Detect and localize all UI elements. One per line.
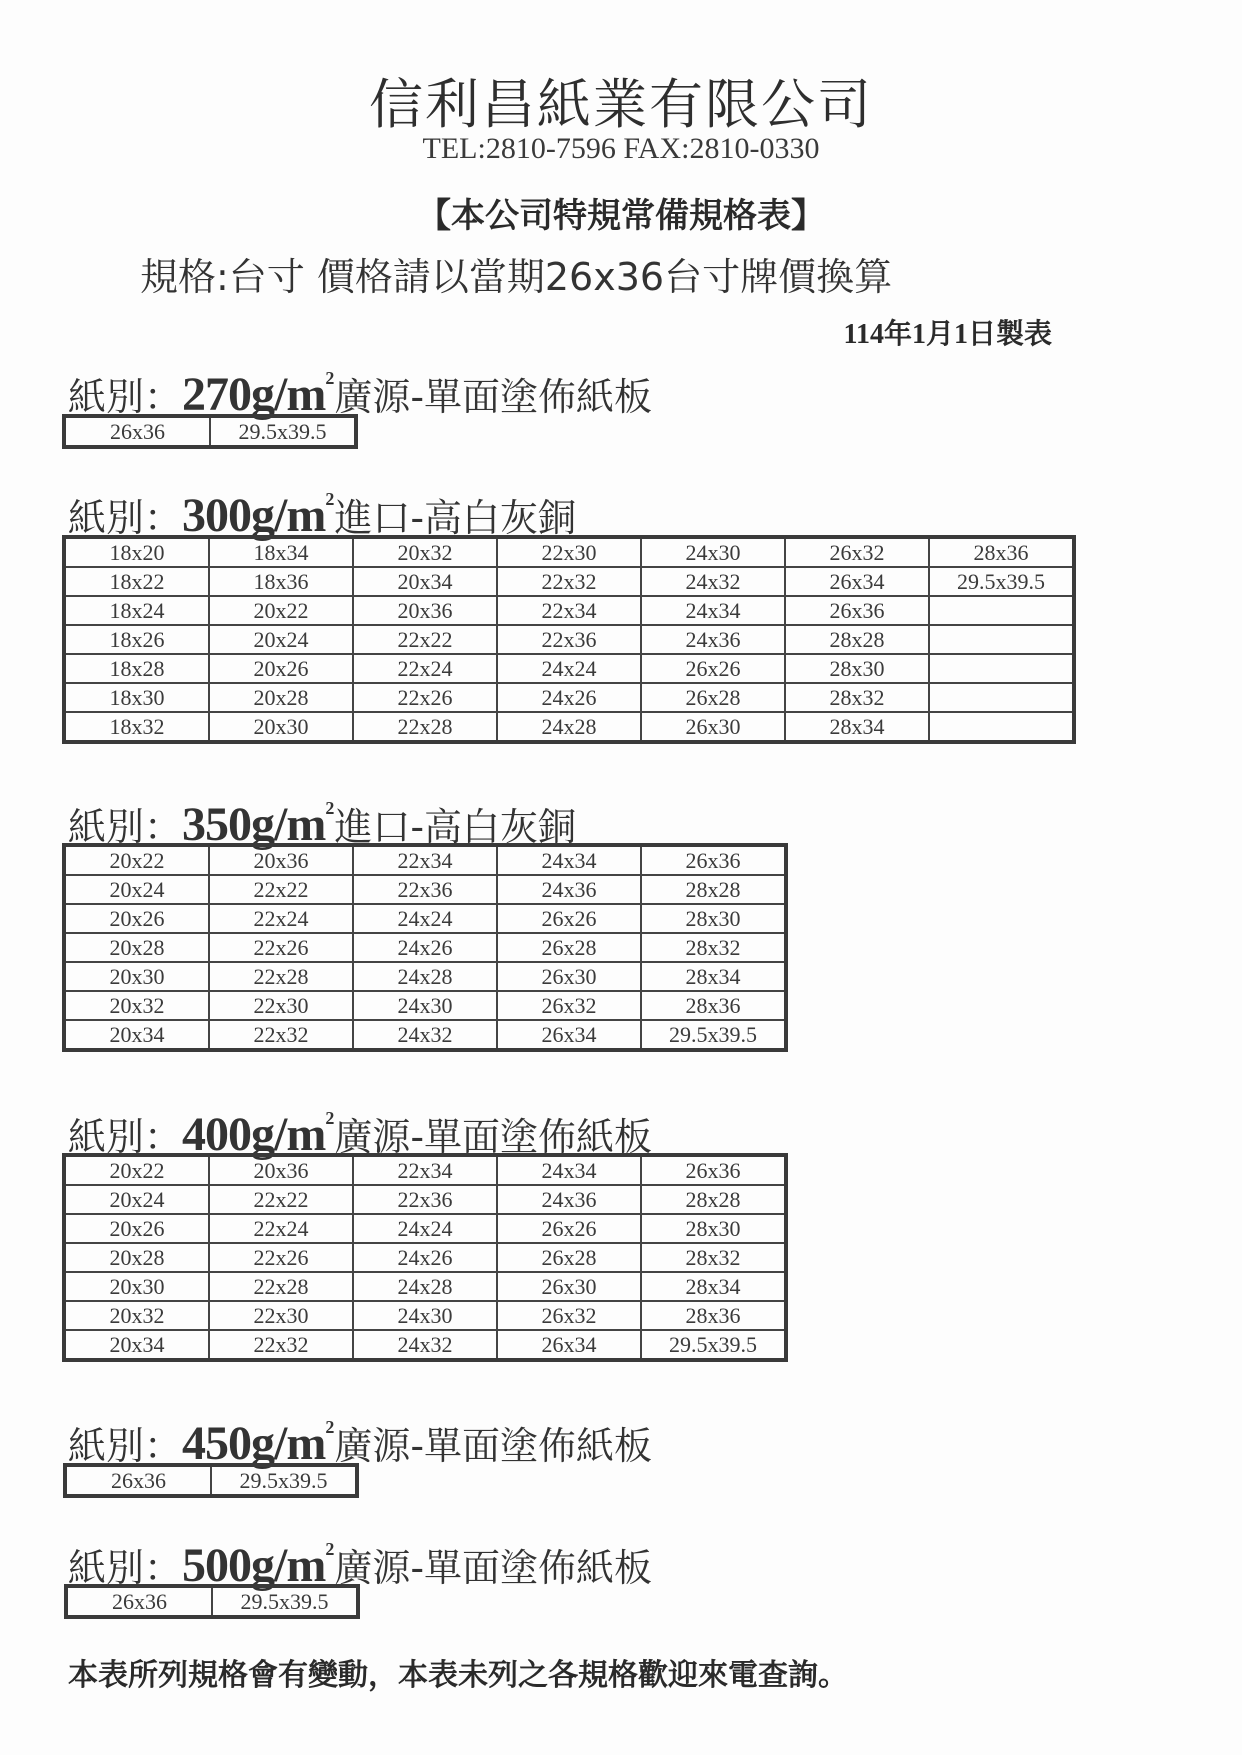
size-cell: 28x34 (641, 1272, 786, 1301)
paper-weight: 270g/m (182, 368, 326, 421)
section-label: 紙別： (68, 375, 183, 419)
size-cell: 22x28 (209, 962, 353, 991)
size-cell: 28x30 (641, 904, 786, 933)
table-row (66, 1586, 358, 1617)
size-cell: 20x24 (209, 625, 353, 654)
document-subtitle: 【本公司特規常備規格表】 (417, 196, 825, 236)
size-cell: 20x30 (64, 1272, 209, 1301)
size-cell: 20x28 (209, 683, 353, 712)
table-row (64, 416, 356, 447)
size-cell: 20x24 (64, 875, 209, 904)
table-row (64, 1020, 786, 1050)
size-cell: 20x28 (64, 1243, 209, 1272)
table-row (64, 712, 1074, 742)
size-cell: 18x24 (64, 596, 209, 625)
size-cell: 22x26 (209, 1243, 353, 1272)
size-cell: 26x36 (785, 596, 929, 625)
unit-superscript: 2 (325, 1417, 335, 1437)
size-cell: 26x32 (785, 537, 929, 567)
size-cell: 18x36 (209, 567, 353, 596)
table-row (64, 933, 786, 962)
size-cell: 26x28 (497, 1243, 641, 1272)
size-cell: 22x24 (209, 1214, 353, 1243)
size-cell: 22x22 (353, 625, 497, 654)
size-cell: 26x36 (641, 1155, 786, 1185)
size-cell: 24x30 (353, 1301, 497, 1330)
size-cell: 24x28 (353, 1272, 497, 1301)
unit-superscript: 2 (325, 489, 335, 509)
unit-superscript: 2 (325, 1108, 335, 1128)
size-cell: 22x32 (497, 567, 641, 596)
table-row (64, 683, 1074, 712)
size-cell: 24x34 (497, 1155, 641, 1185)
size-table (62, 843, 788, 1052)
size-cell: 18x32 (64, 712, 209, 742)
table-row (64, 1301, 786, 1330)
size-cell: 24x32 (353, 1020, 497, 1050)
size-cell: 29.5x39.5 (211, 1465, 357, 1496)
size-cell: 24x36 (641, 625, 785, 654)
paper-weight: 300g/m (182, 489, 326, 542)
size-cell: 26x32 (497, 991, 641, 1020)
table-row (64, 1243, 786, 1272)
size-cell: 28x32 (785, 683, 929, 712)
size-cell: 22x30 (209, 991, 353, 1020)
footer-note: 本表所列規格會有變動，本表未列之各規格歡迎來電查詢。 (68, 1658, 848, 1693)
size-cell: 26x26 (497, 904, 641, 933)
size-cell: 29.5x39.5 (212, 1586, 358, 1617)
size-cell: 20x26 (64, 1214, 209, 1243)
size-cell: 26x28 (497, 933, 641, 962)
section-label: 紙別： (68, 1115, 183, 1159)
size-table (62, 535, 1076, 744)
size-cell: 22x32 (209, 1330, 353, 1360)
size-cell: 22x26 (209, 933, 353, 962)
size-cell: 26x30 (641, 712, 785, 742)
made-date: 114年1月1日製表 (843, 319, 1052, 350)
unit-superscript: 2 (325, 1539, 335, 1559)
size-cell: 20x22 (209, 596, 353, 625)
size-cell: 22x36 (497, 625, 641, 654)
contact-info: TEL:2810-7596 FAX:2810-0330 (422, 132, 820, 165)
paper-description: 廣源-單面塗佈紙板 (334, 375, 653, 419)
size-cell: 28x34 (641, 962, 786, 991)
size-cell: 20x22 (64, 845, 209, 875)
table-row (65, 1465, 357, 1496)
size-cell (929, 596, 1074, 625)
unit-superscript: 2 (325, 368, 335, 388)
size-cell: 28x36 (641, 1301, 786, 1330)
size-cell: 18x30 (64, 683, 209, 712)
table-row (64, 962, 786, 991)
table-row (64, 596, 1074, 625)
table-row (64, 875, 786, 904)
size-cell: 20x32 (64, 991, 209, 1020)
size-cell: 26x28 (641, 683, 785, 712)
size-cell: 22x28 (209, 1272, 353, 1301)
size-cell: 24x26 (497, 683, 641, 712)
table-row (64, 625, 1074, 654)
size-cell: 24x34 (641, 596, 785, 625)
paper-description: 廣源-單面塗佈紙板 (334, 1424, 653, 1468)
size-cell: 24x36 (497, 1185, 641, 1214)
size-cell: 22x30 (209, 1301, 353, 1330)
paper-description: 廣源-單面塗佈紙板 (334, 1115, 653, 1159)
size-cell: 26x26 (641, 654, 785, 683)
size-cell: 20x36 (209, 845, 353, 875)
size-cell: 22x26 (353, 683, 497, 712)
size-cell: 18x20 (64, 537, 209, 567)
size-cell: 24x32 (641, 567, 785, 596)
size-cell: 28x28 (785, 625, 929, 654)
size-cell: 20x24 (64, 1185, 209, 1214)
size-cell: 18x28 (64, 654, 209, 683)
section-label: 紙別： (68, 496, 183, 540)
table-row (64, 1330, 786, 1360)
paper-description: 廣源-單面塗佈紙板 (334, 1546, 653, 1590)
size-cell: 24x24 (353, 1214, 497, 1243)
size-cell: 18x34 (209, 537, 353, 567)
size-cell: 20x36 (209, 1155, 353, 1185)
size-cell: 22x24 (209, 904, 353, 933)
size-cell: 20x34 (64, 1020, 209, 1050)
size-cell: 24x28 (353, 962, 497, 991)
size-cell: 20x32 (64, 1301, 209, 1330)
size-cell: 26x36 (641, 845, 786, 875)
size-cell: 28x30 (641, 1214, 786, 1243)
size-cell (929, 625, 1074, 654)
size-cell: 28x28 (641, 1185, 786, 1214)
table-row (64, 1185, 786, 1214)
table-row (64, 845, 786, 875)
size-cell: 20x36 (353, 596, 497, 625)
spec-note: 規格:台寸 價格請以當期26x36台寸牌價換算 (140, 255, 893, 299)
size-cell: 26x36 (65, 1465, 211, 1496)
size-cell: 24x36 (497, 875, 641, 904)
size-cell: 26x34 (785, 567, 929, 596)
size-cell: 18x22 (64, 567, 209, 596)
size-cell: 22x30 (497, 537, 641, 567)
size-cell: 24x32 (353, 1330, 497, 1360)
size-cell: 24x26 (353, 1243, 497, 1272)
size-cell: 26x36 (66, 1586, 212, 1617)
paper-weight: 400g/m (182, 1108, 326, 1161)
table-row (64, 537, 1074, 567)
size-cell: 22x22 (209, 1185, 353, 1214)
size-cell (929, 654, 1074, 683)
paper-weight: 350g/m (182, 798, 326, 851)
size-cell: 29.5x39.5 (929, 567, 1074, 596)
size-cell: 20x34 (353, 567, 497, 596)
paper-weight: 450g/m (182, 1417, 326, 1470)
size-cell: 20x32 (353, 537, 497, 567)
size-cell: 28x30 (785, 654, 929, 683)
paper-description: 進口-高白灰銅 (334, 805, 577, 849)
size-cell: 24x26 (353, 933, 497, 962)
size-cell: 22x36 (353, 1185, 497, 1214)
size-cell (929, 683, 1074, 712)
size-cell: 24x30 (641, 537, 785, 567)
table-row (64, 991, 786, 1020)
size-cell: 22x36 (353, 875, 497, 904)
size-cell: 26x36 (64, 416, 210, 447)
size-cell: 29.5x39.5 (641, 1330, 786, 1360)
size-cell: 28x28 (641, 875, 786, 904)
size-cell: 28x36 (641, 991, 786, 1020)
size-cell: 29.5x39.5 (210, 416, 356, 447)
size-cell: 20x34 (64, 1330, 209, 1360)
size-cell: 28x32 (641, 1243, 786, 1272)
size-cell: 22x34 (497, 596, 641, 625)
size-cell: 22x34 (353, 845, 497, 875)
size-cell: 22x32 (209, 1020, 353, 1050)
size-cell: 26x32 (497, 1301, 641, 1330)
size-cell: 24x30 (353, 991, 497, 1020)
size-cell: 20x26 (209, 654, 353, 683)
size-cell: 22x28 (353, 712, 497, 742)
size-cell: 18x26 (64, 625, 209, 654)
section-label: 紙別： (68, 1424, 183, 1468)
size-table (62, 1153, 788, 1362)
size-cell: 20x30 (64, 962, 209, 991)
table-row (64, 567, 1074, 596)
size-cell: 24x34 (497, 845, 641, 875)
size-cell: 26x30 (497, 1272, 641, 1301)
size-cell: 20x22 (64, 1155, 209, 1185)
size-cell: 24x28 (497, 712, 641, 742)
table-row (64, 654, 1074, 683)
paper-weight: 500g/m (182, 1539, 326, 1592)
size-cell: 29.5x39.5 (641, 1020, 786, 1050)
size-cell: 24x24 (353, 904, 497, 933)
size-cell: 26x34 (497, 1330, 641, 1360)
paper-description: 進口-高白灰銅 (334, 496, 577, 540)
size-cell: 22x22 (209, 875, 353, 904)
section-label: 紙別： (68, 805, 183, 849)
size-cell: 26x26 (497, 1214, 641, 1243)
size-cell: 20x26 (64, 904, 209, 933)
size-cell (929, 712, 1074, 742)
table-row (64, 904, 786, 933)
size-table (64, 1584, 360, 1619)
table-row (64, 1155, 786, 1185)
size-cell: 26x30 (497, 962, 641, 991)
company-name: 信利昌紙業有限公司 (369, 73, 873, 136)
size-cell: 22x24 (353, 654, 497, 683)
size-cell: 22x34 (353, 1155, 497, 1185)
section-label: 紙別： (68, 1546, 183, 1590)
size-cell: 28x34 (785, 712, 929, 742)
table-row (64, 1214, 786, 1243)
size-cell: 28x32 (641, 933, 786, 962)
size-table (62, 414, 358, 449)
size-table (63, 1463, 359, 1498)
size-cell: 20x28 (64, 933, 209, 962)
table-row (64, 1272, 786, 1301)
unit-superscript: 2 (325, 798, 335, 818)
size-cell: 20x30 (209, 712, 353, 742)
size-cell: 26x34 (497, 1020, 641, 1050)
size-cell: 28x36 (929, 537, 1074, 567)
size-cell: 24x24 (497, 654, 641, 683)
